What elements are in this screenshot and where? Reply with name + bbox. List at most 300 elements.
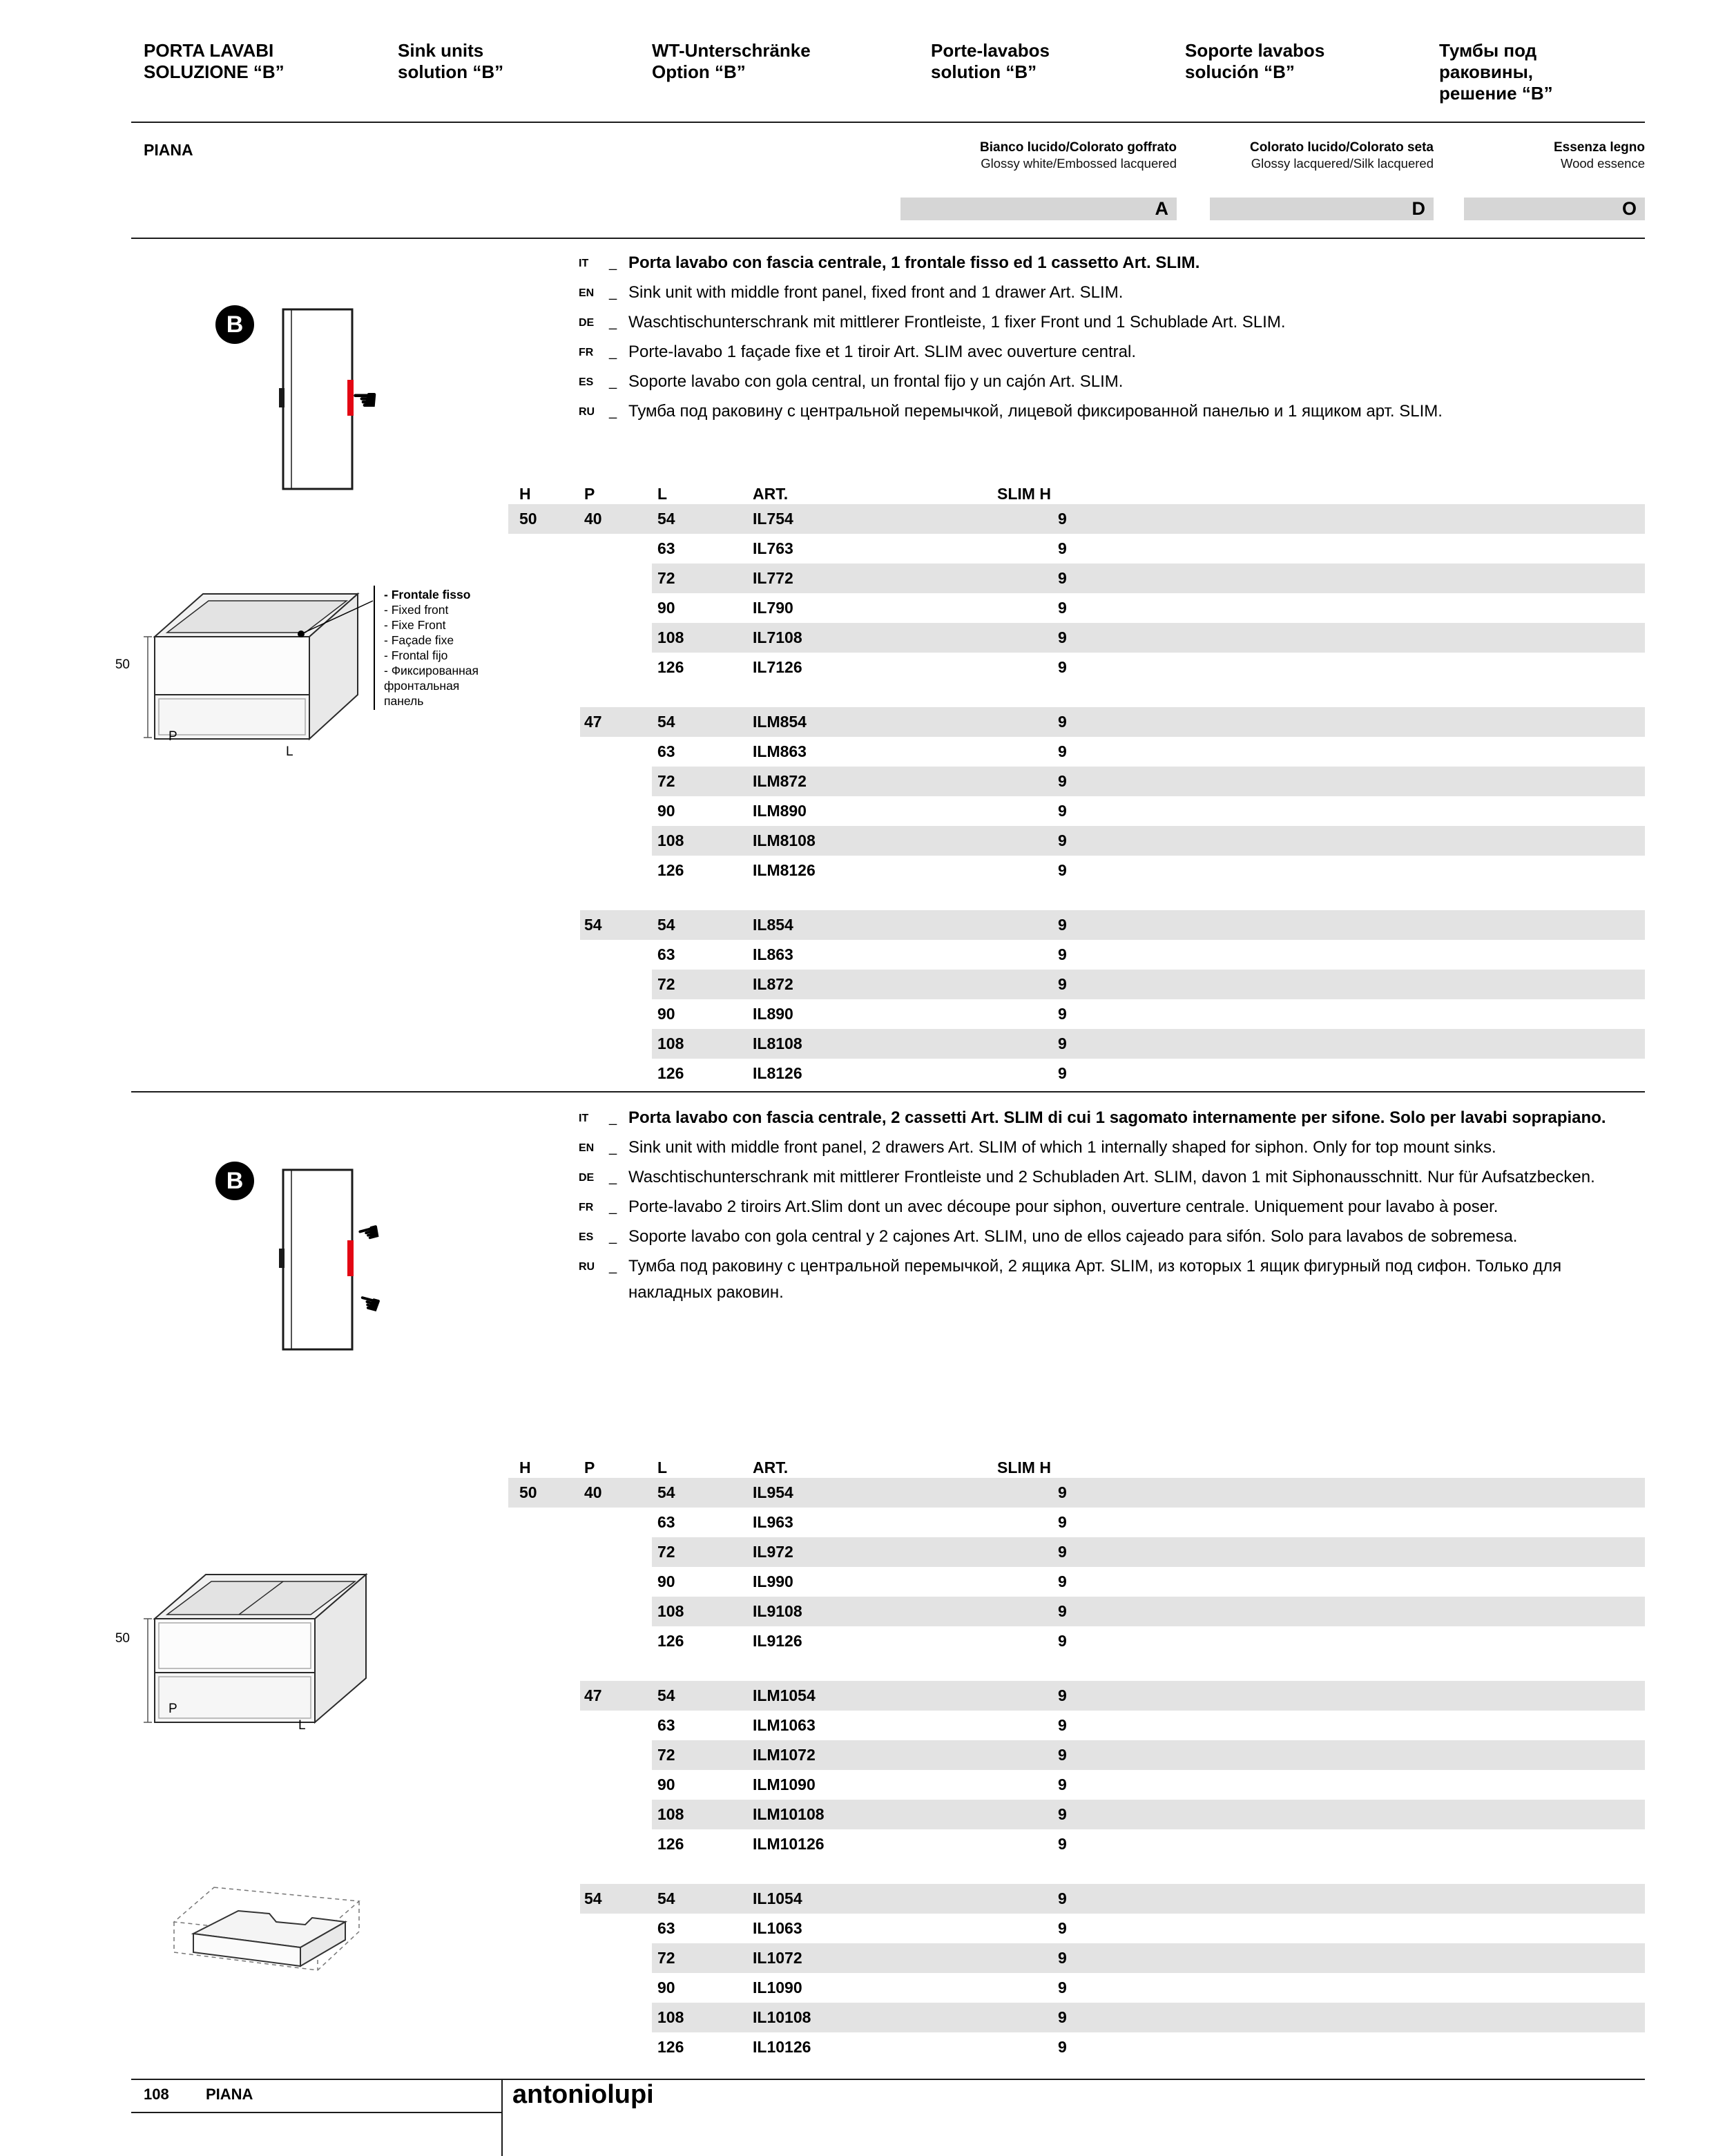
length-dimension-label: L [298,1718,306,1733]
description-fr [577,1194,1645,1220]
section-divider [131,1091,1645,1093]
cell-art: ILM890 [753,802,807,820]
finish-name: Colorato lucido/Colorato seta [1249,140,1434,155]
cell-art: IL1063 [753,1919,802,1937]
cell-slim: 9 [1058,975,1067,993]
header-language-line: решение “B” [1439,83,1553,104]
table-row [508,623,1645,653]
cell-slim: 9 [1058,742,1067,760]
footer-box-bottom [131,2112,503,2113]
table-row [508,1943,1645,1973]
cell-l: 108 [657,628,684,646]
cell-slim: 9 [1058,1034,1067,1052]
wall-bracket-icon [279,388,285,407]
drawer-front-lower [155,1673,315,1722]
cell-art: IL790 [753,599,793,617]
page-number: 108 [144,2086,169,2103]
finish-name-en: Wood essence [1560,156,1645,171]
table-header-row [508,483,1645,504]
header-language-line: WT-Unterschränke [652,40,811,61]
finish-name-en: Glossy white/Embossed lacquered [981,156,1177,171]
row-stripe [580,910,1645,940]
cell-art: IL10126 [753,2038,811,2056]
height-dimension-label: 50 [115,1631,130,1646]
cell-l: 54 [657,916,675,934]
table-row [508,504,1645,534]
cell-art: IL7126 [753,658,802,676]
separator-glyph: _ [609,374,617,389]
cell-slim: 9 [1058,599,1067,617]
cell-h: 50 [519,510,537,528]
table-row [508,856,1645,885]
cell-p: 54 [584,1889,602,1907]
column-header-p: P [584,1459,595,1476]
language-label: EN [579,1142,595,1154]
language-label: EN [579,287,595,299]
header-language-line: solución “B” [1185,61,1295,82]
cell-l: 63 [657,945,675,963]
cell-l: 54 [657,1686,675,1704]
cell-slim: 9 [1058,2038,1067,2056]
language-label: IT [579,258,589,269]
brand-logo: antoniolupi [512,2080,654,2109]
table-row [508,1800,1645,1829]
cell-l: 126 [657,2038,684,2056]
description-text: Porta lavabo con fascia centrale, 1 frontale fisso ed 1 cassetto Art. SLIM. [628,253,1200,272]
cell-l: 90 [657,599,675,617]
table-row [508,1711,1645,1740]
language-label: FR [579,347,594,358]
description-text: Porte-lavabo 1 façade fixe et 1 tiroir Art. SLIM avec ouverture central. [628,343,1137,361]
description-ru [577,1253,1645,1306]
separator-glyph: _ [609,1170,617,1185]
section-divider [131,238,1645,239]
cell-l: 54 [657,1889,675,1907]
column-header-h: H [519,485,531,503]
cell-art: IL954 [753,1483,793,1501]
svg-text:☚: ☚ [354,1215,385,1251]
header-language-0 [144,40,285,83]
row-stripe [508,1478,1645,1508]
table-row [508,826,1645,856]
cell-slim: 9 [1058,831,1067,849]
language-label: ES [579,376,594,388]
cell-slim: 9 [1058,861,1067,879]
header-language-line: solution “B” [398,61,504,82]
cell-art: IL8126 [753,1064,802,1082]
cell-p: 40 [584,1483,602,1501]
hand-icon [351,383,378,418]
column-header-h: H [519,1459,531,1476]
table-row [508,1914,1645,1943]
product-table-1 [508,1457,1645,2062]
row-stripe [652,1537,1645,1567]
cell-art: IL1090 [753,1979,802,1996]
description-es [577,369,1645,395]
table-row [508,1770,1645,1800]
separator-glyph: _ [609,315,617,330]
table-row [508,1884,1645,1914]
separator-glyph: _ [609,1110,617,1126]
header-language-line: раковины, [1439,61,1533,82]
cell-l: 90 [657,1979,675,1996]
table-group [508,707,1645,885]
cell-l: 63 [657,742,675,760]
cell-l: 72 [657,1949,675,1967]
cell-l: 72 [657,975,675,993]
cell-art: ILM1063 [753,1716,816,1734]
depth-dimension-label: P [168,729,177,744]
cell-l: 54 [657,510,675,528]
cell-l: 72 [657,569,675,587]
description-fr [577,339,1645,365]
cell-p: 40 [584,510,602,528]
header-language-line: Option “B” [652,61,746,82]
column-header-l: L [657,485,668,503]
table-header-row [508,1457,1645,1478]
cell-slim: 9 [1058,1513,1067,1531]
annotation-line: - Frontal fijo [384,648,448,662]
column-header-p: P [584,485,595,503]
cell-slim: 9 [1058,1835,1067,1853]
product-table-0 [508,483,1645,1088]
cell-art: ILM863 [753,742,807,760]
drawer-front-upper [155,1619,315,1673]
separator-glyph: _ [609,256,617,271]
cell-l: 90 [657,1775,675,1793]
cell-l: 72 [657,1746,675,1764]
cell-l: 108 [657,1805,684,1823]
cell-slim: 9 [1058,1632,1067,1650]
cell-l: 126 [657,658,684,676]
description-text: Тумба под раковину с центральной перемычкой, 2 ящика Арт. SLIM, из которых 1 ящик фигурный под сифон. Только для накладных раковин. [628,1257,1562,1302]
wall-bracket-icon [279,1249,285,1268]
finish-code: D [1411,198,1425,219]
cell-art: IL763 [753,539,793,557]
cell-art: ILM10126 [753,1835,825,1853]
finish-code: O [1621,198,1637,219]
gola-opening-stripe [347,1240,354,1276]
cell-l: 126 [657,1064,684,1082]
cell-l: 126 [657,1835,684,1853]
cell-p: 47 [584,1686,602,1704]
table-row [508,999,1645,1029]
cell-slim: 9 [1058,1064,1067,1082]
cell-art: IL863 [753,945,793,963]
header-language-4 [1185,40,1324,83]
description-es [577,1224,1645,1250]
cell-slim: 9 [1058,1889,1067,1907]
cell-art: ILM8108 [753,831,816,849]
annotation-line: - Façade fixe [384,633,454,647]
header-language-1 [398,40,503,83]
finish-name-en: Glossy lacquered/Silk lacquered [1251,156,1434,171]
table-row [508,1740,1645,1770]
cell-l: 63 [657,1919,675,1937]
description-de [577,309,1645,336]
annotation-line: - Fixe Front [384,618,446,632]
cell-art: ILM8126 [753,861,816,879]
separator-glyph: _ [609,1229,617,1244]
description-text: Porta lavabo con fascia centrale, 2 cassetti Art. SLIM di cui 1 sagomato internamente per sifone. Solo per lavabi soprapiano. [628,1108,1606,1127]
finish-code: A [1155,198,1168,219]
separator-glyph: _ [609,285,617,300]
cell-slim: 9 [1058,945,1067,963]
footer-box-right [501,2079,503,2156]
cell-slim: 9 [1058,1919,1067,1937]
language-label: RU [579,1261,595,1273]
column-header-l: L [657,1459,668,1476]
cell-art: ILM1090 [753,1775,816,1793]
table-row [508,1537,1645,1567]
header-language-line: SOLUZIONE “B” [144,61,285,82]
solution-badge: B [215,1162,254,1200]
finish-col-o [1464,139,1645,171]
header-language-line: PORTA LAVABI [144,40,274,61]
table-row [508,910,1645,940]
cell-art: ILM1054 [753,1686,816,1704]
descriptions-1 [577,1105,1645,1309]
descriptions-0 [577,250,1645,428]
description-de [577,1164,1645,1191]
cell-art: IL10108 [753,2008,811,2026]
separator-glyph: _ [609,1259,617,1274]
description-text: Waschtischunterschrank mit mittlerer Frontleiste und 2 Schubladen Art. SLIM, davon 1 mit Siphonausschnitt. Nur für Aufsatzbecken. [628,1168,1595,1186]
header-language-2 [652,40,811,83]
table-row [508,940,1645,970]
cell-art: IL772 [753,569,793,587]
cell-p: 54 [584,916,602,934]
svg-text:☚: ☚ [354,1285,385,1322]
finish-col-a [900,139,1177,171]
cell-l: 108 [657,1602,684,1620]
table-row [508,1059,1645,1088]
cell-art: IL854 [753,916,793,934]
height-dimension-label: 50 [115,657,130,672]
cell-slim: 9 [1058,1805,1067,1823]
row-stripe [508,504,1645,534]
description-it [577,1105,1645,1131]
cell-slim: 9 [1058,713,1067,731]
cell-slim: 9 [1058,1572,1067,1590]
table-group [508,1681,1645,1859]
description-text: Porte-lavabo 2 tiroirs Art.Slim dont un avec découpe pour siphon, ouverture centrale. Uniquement pour lavabo à poser. [628,1197,1498,1216]
cell-slim: 9 [1058,1483,1067,1501]
finish-code-bar-o [1464,198,1645,220]
header-language-line: solution “B” [931,61,1037,82]
front-panel-annotation [384,587,479,709]
table-row [508,1626,1645,1656]
row-stripe [580,1884,1645,1914]
description-en [577,1135,1645,1161]
description-text: Soporte lavabo con gola central y 2 cajones Art. SLIM, uno de ellos cajeado para sifón. Solo para lavabos de sobremesa. [628,1227,1518,1246]
description-it [577,250,1645,276]
cell-slim: 9 [1058,658,1067,676]
table-row [508,1029,1645,1059]
cell-slim: 9 [1058,1602,1067,1620]
cell-h: 50 [519,1483,537,1501]
cell-l: 90 [657,1005,675,1023]
table-group [508,1884,1645,2062]
table-row [508,2003,1645,2032]
table-row [508,970,1645,999]
column-header-slim: SLIM H [997,1459,1051,1476]
side-section-drawing-1 [278,307,378,492]
cell-l: 126 [657,861,684,879]
annotation-line: - Frontale fisso [384,588,471,601]
table-row [508,767,1645,796]
row-stripe [580,707,1645,737]
drawer-front [155,695,309,739]
cell-l: 63 [657,1513,675,1531]
cell-slim: 9 [1058,1716,1067,1734]
language-label: DE [579,317,595,329]
description-text: Waschtischunterschrank mit mittlerer Frontleiste, 1 fixer Front und 1 Schublade Art. SLIM. [628,313,1286,331]
description-text: Sink unit with middle front panel, 2 drawers Art. SLIM of which 1 internally shaped for siphon. Only for top mount sinks. [628,1138,1496,1157]
row-stripe [580,1681,1645,1711]
cell-art: IL9108 [753,1602,802,1620]
finish-code-bar-d [1210,198,1434,220]
annotation-line: - Fixed front [384,603,449,617]
column-header-slim: SLIM H [997,485,1051,503]
cell-slim: 9 [1058,772,1067,790]
description-en [577,280,1645,306]
language-label: DE [579,1172,595,1184]
table-row [508,534,1645,564]
table-group [508,504,1645,682]
cell-l: 72 [657,1543,675,1561]
finish-name: Bianco lucido/Colorato goffrato [980,140,1177,155]
description-text: Soporte lavabo con gola central, un frontal fijo y un cajón Art. SLIM. [628,372,1124,391]
cell-art: IL7108 [753,628,802,646]
header-language-line: Sink units [398,40,484,61]
table-row [508,1829,1645,1859]
cell-slim: 9 [1058,916,1067,934]
cell-slim: 9 [1058,1746,1067,1764]
cell-art: IL1072 [753,1949,802,1967]
table-row [508,1478,1645,1508]
side-section-drawing-2 [278,1167,385,1352]
cell-slim: 9 [1058,1005,1067,1023]
separator-glyph: _ [609,1140,617,1155]
header-language-5 [1439,40,1553,104]
finish-name: Essenza legno [1554,140,1645,155]
cell-l: 54 [657,713,675,731]
depth-dimension-label: P [168,1702,177,1716]
length-dimension-label: L [286,744,293,759]
cell-art: IL1054 [753,1889,802,1907]
language-label: ES [579,1231,594,1243]
cell-slim: 9 [1058,1543,1067,1561]
cell-slim: 9 [1058,569,1067,587]
cell-slim: 9 [1058,539,1067,557]
cell-slim: 9 [1058,2008,1067,2026]
language-label: IT [579,1113,589,1124]
table-group [508,910,1645,1088]
table-row [508,1508,1645,1537]
cell-l: 63 [657,539,675,557]
table-row [508,1567,1645,1597]
cell-art: IL990 [753,1572,793,1590]
row-stripe [652,970,1645,999]
table-row [508,737,1645,767]
language-label: FR [579,1202,594,1213]
table-row [508,564,1645,593]
header-divider [131,122,1645,123]
cell-slim: 9 [1058,628,1067,646]
table-row [508,707,1645,737]
separator-glyph: _ [609,1200,617,1215]
cell-l: 54 [657,1483,675,1501]
column-header-art: ART. [753,1459,789,1476]
table-row [508,796,1645,826]
finish-code-bar-a [900,198,1177,220]
header-language-line: Тумбы под [1439,40,1537,61]
footer-divider [131,2079,1645,2080]
hand-icon-lower [354,1286,385,1321]
separator-glyph: _ [609,345,617,360]
cell-l: 108 [657,831,684,849]
cell-art: IL963 [753,1513,793,1531]
cell-art: IL8108 [753,1034,802,1052]
description-ru [577,398,1645,425]
annotation-line: панель [384,694,424,708]
fixed-front-panel [155,637,309,695]
table-row [508,2032,1645,2062]
cell-art: ILM854 [753,713,807,731]
table-group [508,1478,1645,1656]
cell-slim: 9 [1058,1979,1067,1996]
cell-art: IL972 [753,1543,793,1561]
cell-p: 47 [584,713,602,731]
table-row [508,1597,1645,1626]
solution-badge: B [215,305,254,344]
annotation-line: - Фиксированная [384,664,479,677]
table-row [508,653,1645,682]
annotation-bracket [374,586,375,710]
header-language-line: Soporte lavabos [1185,40,1325,61]
table-row [508,593,1645,623]
svg-text:☚: ☚ [351,383,378,418]
cell-slim: 9 [1058,510,1067,528]
footer-series: PIANA [206,2086,253,2103]
cell-art: ILM1072 [753,1746,816,1764]
description-text: Тумба под раковину с центральной перемычкой, лицевой фиксированной панелью и 1 ящиком арт. SLIM. [628,402,1443,421]
cell-slim: 9 [1058,1775,1067,1793]
cell-slim: 9 [1058,1686,1067,1704]
siphon-drawer-drawing [173,1868,380,2003]
finish-col-d [1210,139,1434,171]
separator-glyph: _ [609,404,617,419]
header-language-line: Porte-lavabos [931,40,1050,61]
cell-l: 90 [657,802,675,820]
annotation-line: фронтальная [384,679,460,693]
cell-art: ILM872 [753,772,807,790]
cell-slim: 9 [1058,1949,1067,1967]
cell-l: 63 [657,1716,675,1734]
series-name: PIANA [144,141,193,159]
cell-l: 108 [657,2008,684,2026]
cell-l: 90 [657,1572,675,1590]
column-header-art: ART. [753,485,789,503]
cell-slim: 9 [1058,802,1067,820]
cell-l: 72 [657,772,675,790]
cell-art: IL754 [753,510,793,528]
cell-art: IL9126 [753,1632,802,1650]
description-text: Sink unit with middle front panel, fixed front and 1 drawer Art. SLIM. [628,283,1124,302]
table-row [508,1681,1645,1711]
language-label: RU [579,406,595,418]
